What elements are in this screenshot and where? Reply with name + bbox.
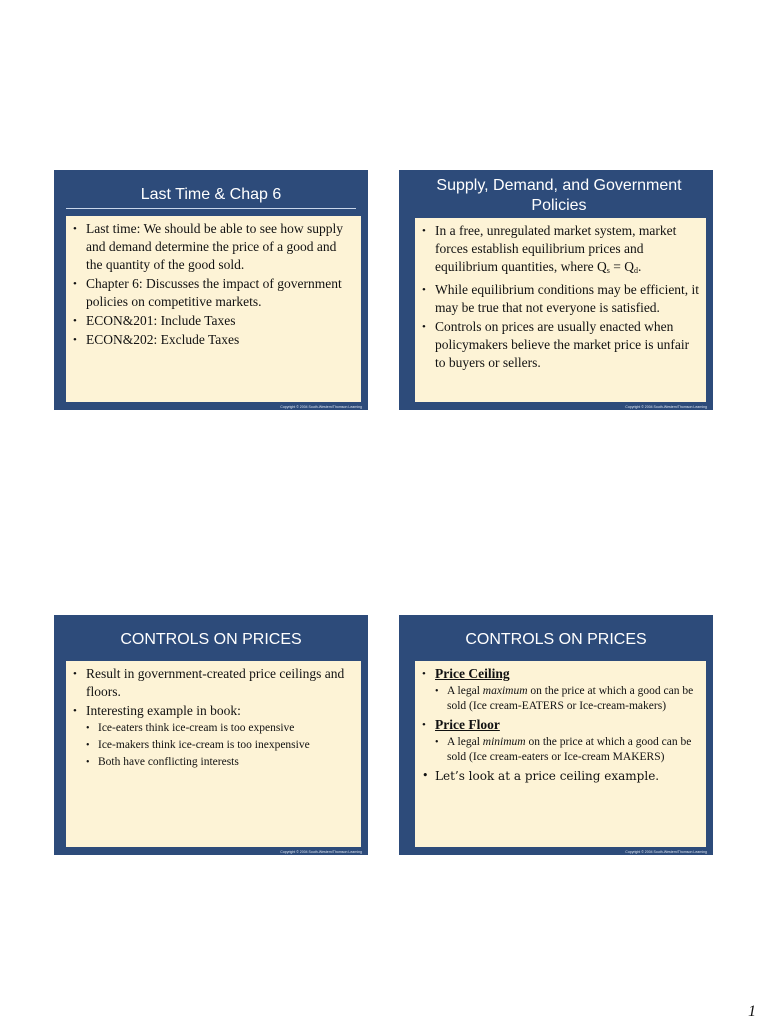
bullet: • While equilibrium conditions may be efficient, it may be true that not everyone is satisfied. — [422, 282, 700, 315]
sub-bullet: • Ice-makers think ice-cream is too inexpensive — [86, 739, 310, 751]
bullet-text: ECON&202: Exclude Taxes — [86, 332, 240, 347]
sub-bullet-text: on the price at which a good can be sold (Ice cream-eaters or Ice-cream MAKERS) — [447, 736, 692, 763]
sub-bullet-text: Both have conflicting interests — [98, 756, 239, 768]
bullet-text: Let’s look at a price ceiling example. — [435, 769, 660, 783]
bullet-text: Result in government-created price ceilings and floors. — [86, 666, 345, 699]
sub-bullet-text: A legal — [447, 685, 483, 697]
bullet: • Price Ceiling — [422, 666, 510, 681]
price-ceiling-heading: Price Ceiling — [435, 666, 510, 681]
copyright-note: Copyright © 2004 South-Western/Thomson Learning — [625, 850, 707, 854]
bullet: • In a free, unregulated market system, market forces establish equilibrium prices and equilibrium quantities, where $Q_s = Q_d$. — [422, 223, 677, 275]
equation-text: = Q — [609, 259, 634, 274]
bullet: • Result in government-created price ceilings and floors. — [73, 666, 345, 699]
bullet-text: While equilibrium conditions may be efficient, it may be true that not everyone is satisfied. — [435, 282, 700, 315]
copyright-note: Copyright © 2004 South-Western/Thomson Learning — [625, 405, 707, 409]
bullet: • Price Floor — [422, 717, 500, 732]
sub-bullet-text: on the price at which a good can be sold (Ice cream-EATERS or Ice-cream-makers) — [447, 685, 694, 712]
bullet-text: Chapter 6: Discusses the impact of government policies on competitive markets. — [86, 276, 342, 309]
bullet-text: Interesting example in book: — [86, 703, 241, 718]
sub-bullet: • A legal minimum on the price at which a good can be sold (Ice cream-eaters or Ice-cream MAKERS) — [435, 736, 692, 763]
slide-title: CONTROLS ON PRICES — [120, 631, 302, 648]
slide-body — [66, 661, 361, 847]
slide-body — [66, 216, 361, 402]
page-number: 1 — [748, 1003, 756, 1020]
sub-bullet-text: Ice-makers think ice-cream is too inexpensive — [98, 739, 310, 751]
slide-body — [415, 218, 706, 402]
bullet-text: ECON&201: Include Taxes — [86, 313, 236, 328]
copyright-note: Copyright © 2004 South-Western/Thomson Learning — [280, 405, 362, 409]
sub-bullet-text: Ice-eaters think ice-cream is too expensive — [98, 722, 295, 734]
bullet: • ECON&201: Include Taxes — [73, 313, 236, 328]
price-floor-heading: Price Floor — [435, 717, 500, 732]
slide-last-time — [54, 170, 368, 410]
emphasis-maximum: maximum — [482, 685, 528, 697]
bullet: • Let’s look at a price ceiling example. — [422, 769, 660, 783]
slide-body — [415, 661, 706, 847]
copyright-note: Copyright © 2004 South-Western/Thomson Learning — [280, 850, 362, 854]
slide-title: Supply, Demand, and Government Policies — [436, 177, 682, 214]
period: . — [637, 259, 642, 274]
bullet-text: Last time: We should be able to see how supply and demand determine the price of a good and the quantity of the good sold. — [86, 221, 343, 272]
bullet: • Controls on prices are usually enacted when policymakers believe the market price is unfair to buyers or sellers. — [422, 319, 690, 370]
slide-controls-on-prices-2 — [399, 615, 713, 855]
bullet-text: Controls on prices are usually enacted when policymakers believe the market price is unfair to buyers or sellers. — [435, 319, 690, 370]
title-divider — [66, 208, 356, 209]
bullet: • Chapter 6: Discusses the impact of government policies on competitive markets. — [73, 276, 342, 309]
emphasis-minimum: minimum — [482, 736, 526, 748]
bullet-text: In a free, unregulated market system, market forces establish equilibrium prices and equilibrium quantities, where Q — [435, 223, 677, 274]
sub-bullet: • A legal maximum on the price at which a good can be sold (Ice cream-EATERS or Ice-cream-makers) — [435, 685, 694, 712]
sub-bullet-text: A legal — [447, 736, 483, 748]
sub-bullet: • Ice-eaters think ice-cream is too expensive — [86, 722, 295, 734]
slide-supply-demand — [399, 170, 713, 410]
bullet: • Last time: We should be able to see how supply and demand determine the price of a good and the quantity of the good sold. — [73, 221, 343, 272]
slide-title: Last Time & Chap 6 — [140, 186, 282, 203]
subscript-s: s — [606, 266, 610, 275]
bullet: • Interesting example in book: — [73, 703, 241, 718]
slide-controls-on-prices-1 — [54, 615, 368, 855]
sub-bullet: • Both have conflicting interests — [86, 756, 239, 768]
slide-title: CONTROLS ON PRICES — [465, 631, 647, 648]
bullet: • ECON&202: Exclude Taxes — [73, 332, 240, 347]
subscript-d: d — [633, 266, 638, 275]
